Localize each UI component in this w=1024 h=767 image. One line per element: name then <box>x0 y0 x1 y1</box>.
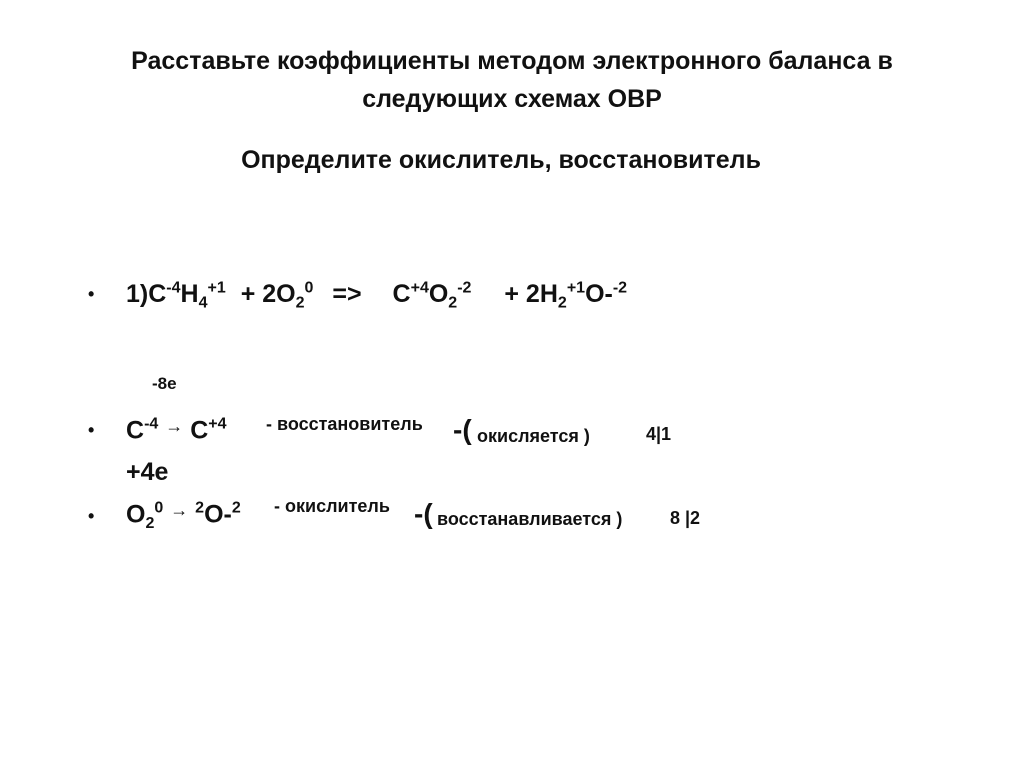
electrons-lost: -8e <box>152 374 177 393</box>
role-reducer: - восстановитель <box>266 414 423 434</box>
bullet-3: • <box>88 506 95 526</box>
h2-o-to: O- <box>204 500 232 529</box>
eq-c2-ox: +4 <box>410 279 429 297</box>
eq-h2-sub: 2 <box>557 294 567 312</box>
paren-2: -( <box>414 498 433 529</box>
eq-o: O <box>428 280 449 308</box>
h1-c-to: C <box>190 416 209 445</box>
eq-o3: O <box>585 280 605 308</box>
coef-1: 4|1 <box>646 424 672 444</box>
eq-h-ox: +1 <box>207 279 226 297</box>
electrons-gained: +4e <box>126 458 169 486</box>
h2-o-from: O <box>126 500 146 529</box>
eq-o2: + 2O <box>240 280 296 308</box>
eq-h2: + 2H <box>504 280 558 308</box>
coef-2: 8 |2 <box>670 508 701 528</box>
eq-c-ox: -4 <box>166 279 181 297</box>
eq-h: H <box>180 280 199 308</box>
equation-line: $1)C^{-4}H_4^{+1} + 2O_2^0 => C^{+4}O_2^{-2} + 2H_2^{+1}O-^{-2}$ <box>126 279 628 312</box>
eq-arrow: => <box>332 280 362 308</box>
eq-c: 1)C <box>126 280 167 308</box>
h2-o-to-coef: 2 <box>195 499 205 517</box>
eq-o3-ox: -2 <box>612 279 628 297</box>
eq-o-ox: -2 <box>457 279 472 297</box>
h2-o-from-ox: 0 <box>154 499 164 517</box>
process-oxidized: окисляется ) <box>477 426 590 446</box>
eq-o2-ox: 0 <box>304 279 314 297</box>
arrow-icon: → <box>170 500 189 520</box>
eq-c2: C <box>392 280 411 308</box>
arrow-icon: → <box>165 416 184 436</box>
title-line-1: Расставьте коэффициенты методом электронного баланса в <box>131 47 893 75</box>
half-reaction-2 <box>126 499 241 532</box>
h2-o-from-sub: 2 <box>145 514 155 532</box>
h1-c-from-ox: -4 <box>144 415 159 433</box>
paren-1: -( <box>453 414 472 445</box>
eq-h2-ox: +1 <box>566 279 586 297</box>
slide-subtitle: Определите окислитель, восстановитель <box>241 146 761 174</box>
bullet-1: • <box>88 284 95 304</box>
role-oxidizer: - окислитель <box>274 496 390 516</box>
process-reduced: восстанавливается ) <box>437 509 623 529</box>
slide-title <box>40 42 984 118</box>
h1-c-from: C <box>126 416 145 445</box>
bullet-2: • <box>88 420 95 440</box>
h1-c-to-ox: +4 <box>208 415 227 433</box>
eq-o-sub: 2 <box>448 294 458 312</box>
eq-o2-sub: 2 <box>295 294 305 312</box>
half-reaction-1 <box>126 416 227 445</box>
h2-o-to-ox: 2 <box>231 499 241 517</box>
eq-h-sub: 4 <box>198 294 208 312</box>
title-line-2: следующих схемах ОВР <box>362 85 662 113</box>
